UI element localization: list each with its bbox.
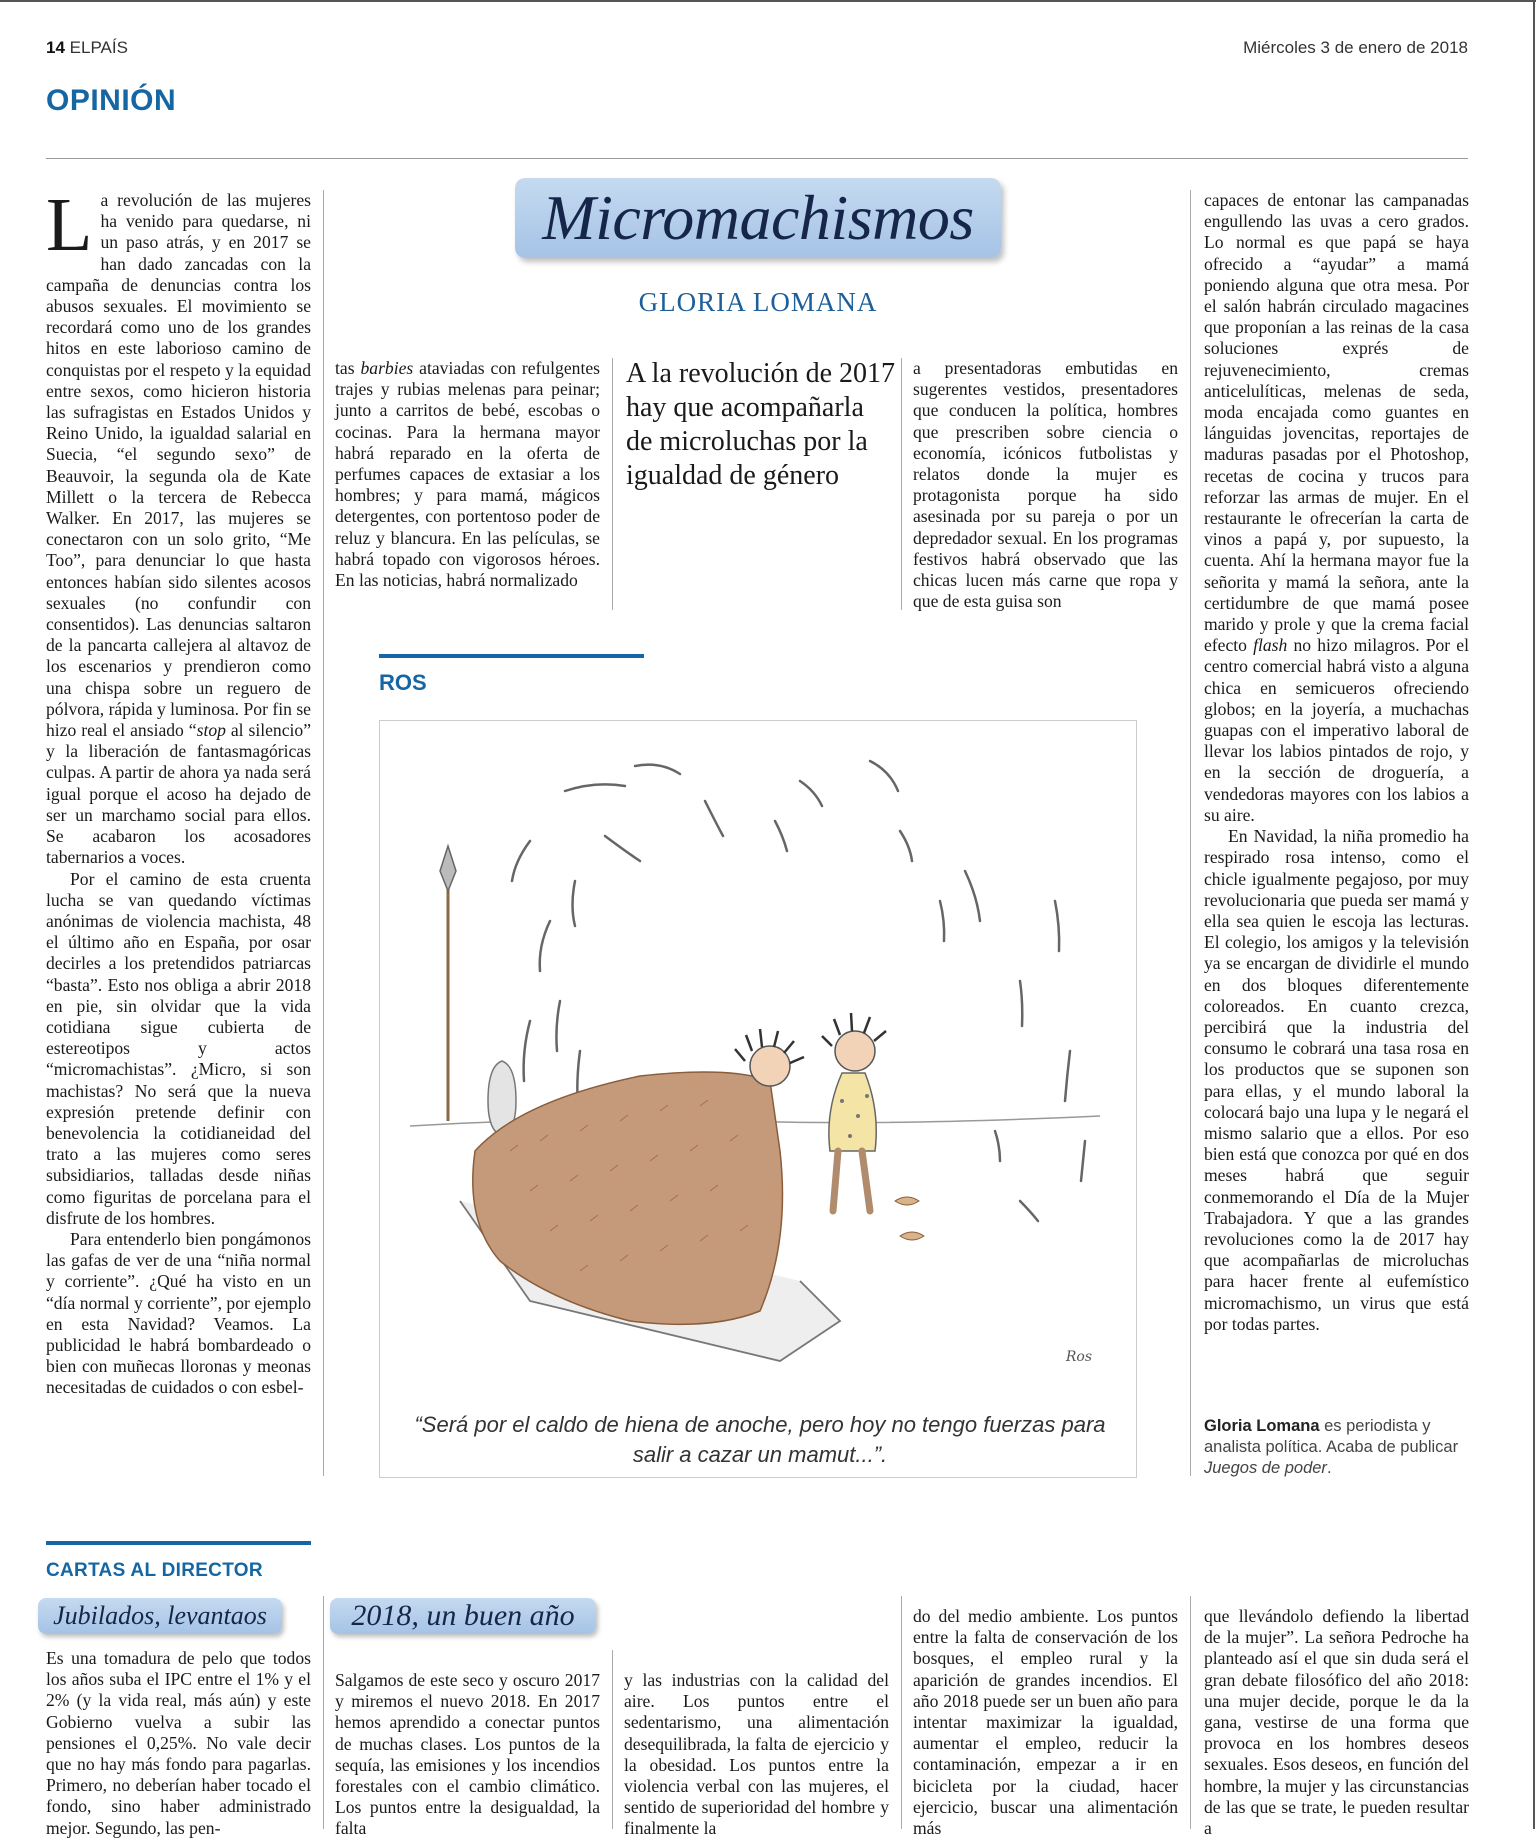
letter1-column	[46, 1648, 311, 1839]
cartas-rule	[46, 1541, 311, 1545]
letter2-column-3	[913, 1606, 1178, 1839]
section-title: OPINIÓN	[46, 84, 177, 117]
spear-icon	[440, 846, 456, 1121]
article-paragraph: Por el camino de esta cruenta lucha se van quedando víctimas anónimas de violencia machista, 48 el último año en España, por osar decirles a los pretendidos patriarcas “basta”. Esto nos obliga a abrir 2018 en pie, sin olvidar que la vida cotidiana sigue cubierta de estereotipos y actos “micromachistas”. ¿Micro, si son machistas? No será que la nueva expresión pretende definir con benevolencia la cotidianeidad del trato a las mujeres como seres subsidiarios, talladas desde niñas como figuritas de porcelana para el disfrute de los hombres.	[46, 868, 311, 1228]
drop-cap: L	[46, 183, 93, 267]
slipper-icon	[900, 1232, 924, 1240]
page-date: Miércoles 3 de enero de 2018	[1243, 38, 1468, 57]
cartas-label: CARTAS AL DIRECTOR	[46, 1560, 263, 1581]
letter2-column-1	[335, 1670, 600, 1840]
page-folio	[46, 38, 128, 58]
letter2-column-2	[624, 1670, 889, 1840]
letter-title-2: 2018, un buen año	[330, 1598, 596, 1634]
article-paragraph: Para entenderlo bien pongámonos las gafas de ver de una “niña normal y corriente”. ¿Qué ha visto en un “día normal y corriente”, por ejemplo en esta Navidad? Veamos. La publicidad le habrá bombardeado o bien con muñecas lloronas y meonas necesitadas de cuidados o con esbel-	[46, 1228, 311, 1398]
article-title-box	[515, 178, 1001, 258]
letter-title-1: Jubilados, levantaos	[38, 1598, 282, 1634]
right-border	[1533, 0, 1535, 1829]
column-rule	[323, 1596, 324, 1829]
article-paragraph: capaces de entonar las campanadas engullendo las uvas a cero grados. Lo normal es que papá se haya ofrecido a “ayudar” a mamá poniendo alguna que otra mesa. Por el salón habrán circulado magacines que proponían a las reinas de la casa soluciones exprés de rejuvenecimiento, cremas anticelulíticas, melenas de seda, moda encajada como guantes en lánguidas jovencitas, reportajes de maduras pasadas por el Photoshop, recetas de cocina y trucos para reforzar las armas de mujer. En el restaurante le ofrecerían la carta de vinos a papá y, por supuesto, la cuenta. Ahí la hermana mayor fue la señorita y mamá la señora, ante la certidumbre de que mamá posee marido y prole y que la crema facial efecto flash no hizo milagros. Por el centro comercial habrá visto a alguna chica en semicueros ofreciendo globos; en la joyería, a muchachas guapas con el imperativo laboral de llevar los labios pintados de rojo, y en la sección de droguería, a vendedoras mayores con los labios a su aire.	[1204, 190, 1469, 825]
column-rule	[901, 1596, 902, 1829]
cartoon-frame	[379, 720, 1137, 1478]
article-column-2	[335, 358, 600, 591]
cartoon-rule	[379, 654, 644, 658]
article-column-5	[1204, 190, 1469, 1335]
pullquote: A la revolución de 2017 hay que acompañarla de microluchas por la igualdad de género	[626, 358, 896, 491]
cartoon-signature: Ros	[1065, 1349, 1092, 1365]
article-paragraph: tas barbies ataviadas con refulgentes trajes y rubias melenas para peinar; junto a carritos de bebé, escobas o cocinas. Para la hermana mayor habrá reparado en la oferta de perfumes capaces de extasiar a los hombres; y para mamá, mágicos detergentes, con portentoso poder de reluz y blancura. En las películas, se habrá topado con vigorosos héroes. En las noticias, habrá normalizado	[335, 358, 600, 591]
cartoon-caption: “Será por el caldo de hiena de anoche, pero hoy no tengo fuerzas para salir a cazar un mamut...”.	[414, 1412, 1106, 1467]
bio-book: Juegos de poder	[1204, 1459, 1327, 1477]
author-bio: Gloria Lomana es periodista y analista política. Acaba de publicar Juegos de poder.	[1204, 1417, 1459, 1477]
article-paragraph: a presentadoras embutidas en sugerentes vestidos, presentadores que conducen la política, hombres que prescriben sobre ciencia o economía, icónicos futbolistas y relatos donde la mujer es protagonista porque ha sido asesinada por su pareja o por un depredador sexual. En los programas festivos habrá observado que las chicas lucen más carne que ropa y que de esta guisa son	[913, 358, 1178, 612]
column-rule	[1190, 1596, 1191, 1829]
cartoon-illustration	[380, 721, 1136, 1477]
letter-paragraph: Es una tomadura de pelo que todos los años suba el IPC entre el 1% y el 2% (y la vida real, más aún) y este Gobierno vuelva a subir las pensiones el 0,25%. No vale decir que no hay más fondo para pagarlas. Primero, no deberían haber tocado el fondo, sino haber administrado mejor. Segundo, las pen-	[46, 1648, 311, 1838]
article-column-1	[46, 183, 312, 1399]
page-number: 14	[46, 38, 65, 57]
article-paragraph: La revolución de las mujeres ha venido para quedarse, ni un paso atrás, y en 2017 se han dado zancadas con la campaña de denuncias contra los abusos sexuales. El movimiento se recordará como uno de los grandes hitos en este laborioso camino de conquistas por el respeto y la equidad entre sexos, como hicieron historia las sufragistas en Estados Unidos y Reino Unido, la igualdad salarial en Suecia, “el segundo sexo” de Beauvoir, la segunda ola de Kate Millett o la tercera de Rebecca Walker. En 2017, las mujeres se conectaron con un solo grito, “Me Too”, para denunciar lo que hasta entonces habían sido silentes acosos sexuales (no confundir con consentidos). Las denuncias saltaron de la pancarta callejera al altavoz de los escenarios y prendieron como una chispa sobre un reguero de pólvora, rápida y luminosa. Por fin se hizo real el ansiado “stop al silencio” y la liberación de fantasmagóricas culpas. A partir de ahora ya nada será igual porque el acoso ha dejado de ser un marchamo social para ellos. Se acabaron los acosadores tabernarios a voces.	[46, 183, 312, 868]
cartoon-label: ROS	[379, 670, 427, 695]
bio-name: Gloria Lomana	[1204, 1417, 1320, 1435]
column-rule	[323, 190, 324, 1476]
article-column-4	[913, 358, 1178, 612]
masthead: ELPAÍS	[69, 38, 128, 57]
column-rule	[901, 358, 902, 610]
caveman-sitting-icon	[822, 1013, 886, 1211]
header-rule	[46, 158, 1468, 159]
article-paragraph: En Navidad, la niña promedio ha respirado rosa intenso, como el chicle igualmente pegajoso, por muy revolucionaria que pueda ser mamá y ella sea quien le escoja las lecturas. El colegio, los amigos y la televisión ya se encargan de dividirle el mundo en dos bloques diferentemente coloreados. En cuanto crezca, percibirá que la industria del consumo le cobrará una tasa rosa en los productos que se suponen son para ellas, y el mundo laboral la colocará bajo una lupa y le negará el mismo salario que a ellos. Por eso bien está que conozca por qué en dos meses habrá que seguir conmemorando el Día de la Mujer Trabajadora. Y que a las grandes revoluciones como la de 2017 hay que acompañarlas de microluchas para hacer frente al eufemístico micromachismo, un virus que está por todas partes.	[1204, 826, 1469, 1334]
article-author: GLORIA LOMANA	[638, 287, 878, 317]
letter-paragraph: y las industrias con la calidad del aire. Los puntos entre el sedentarismo, una alimentación desequilibrada, la falta de ejercicio y la obesidad. Los puntos entre la violencia verbal con las mujeres, el sentido de superioridad del hombre y finalmente la	[624, 1670, 889, 1839]
letter-paragraph: Salgamos de este seco y oscuro 2017 y miremos el nuevo 2018. En 2017 hemos aprendido a conectar puntos de muchas clases. Los puntos de la sequía, las emisiones y los incendios forestales con el cambio climático. Los puntos entre la desigualdad, la falta	[335, 1670, 600, 1839]
column-rule	[612, 358, 613, 610]
top-border	[0, 0, 1536, 2]
letter-paragraph: que llevándolo defiendo la libertad de la mujer”. La señora Pedroche ha planteado así el que sin duda será el gran debate filosófico del año 2018: una mujer decide, porque le da la gana, vestirse de una forma que provoca en los hombres deseos sexuales. Esos deseos, en función del hombre, la mujer y las circunstancias de las que se trate, le pueden resultar a	[1204, 1606, 1469, 1839]
slipper-icon	[895, 1197, 919, 1205]
article-title: Micromachismos	[542, 182, 974, 253]
column-rule	[1190, 190, 1191, 1476]
column-rule	[612, 1650, 613, 1829]
letter-paragraph: do del medio ambiente. Los puntos entre la falta de conservación de los bosques, el empleo rural y la aparición de grandes incendios. El año 2018 puede ser un buen año para intentar maximizar la igualdad, aumentar el empleo, reducir la contaminación, empezar a ir en bicicleta por la ciudad, hacer ejercicio, buscar una alimentación más	[913, 1606, 1178, 1839]
letter2-column-4	[1204, 1606, 1469, 1839]
